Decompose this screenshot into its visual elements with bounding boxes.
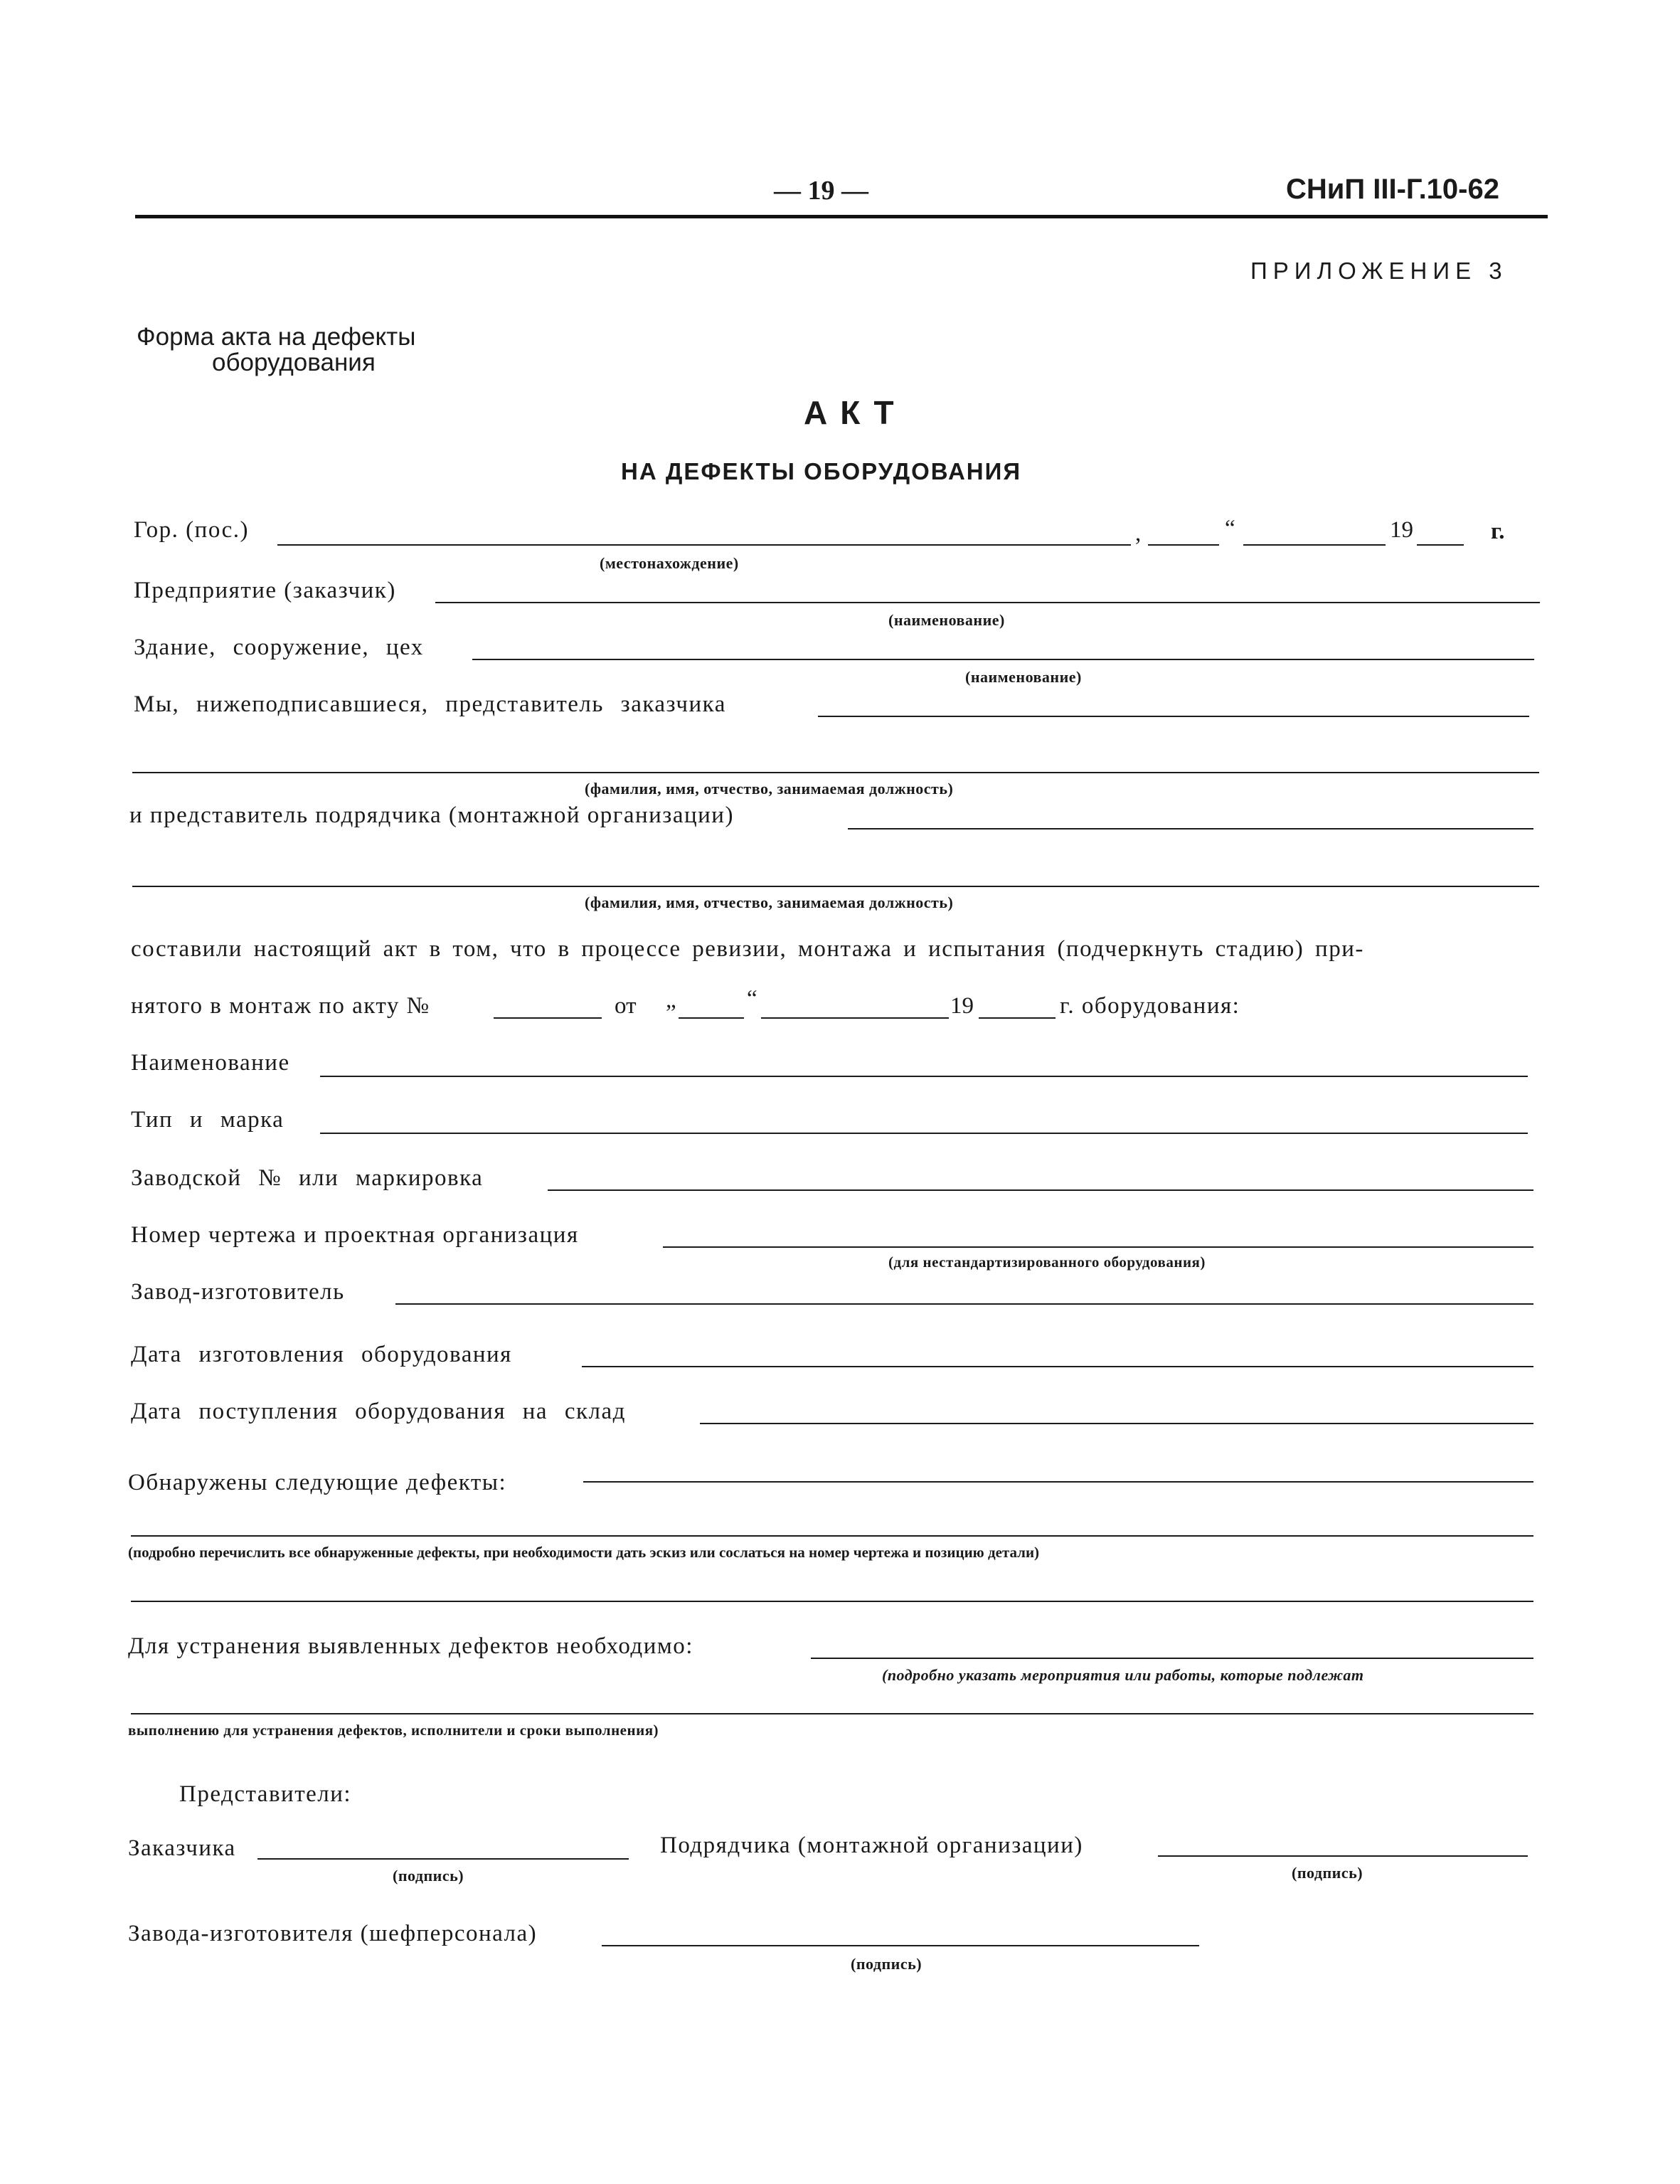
form-title-line1: Форма акта на дефекты (137, 323, 416, 351)
contractor-rep-field[interactable] (848, 828, 1533, 829)
name-field[interactable] (320, 1076, 1528, 1077)
accepted-year-field[interactable] (979, 1017, 1056, 1019)
year-suffix: г. (1491, 519, 1505, 544)
fix-hint-1: (подробно указать мероприятия или работы, которые подлежат (882, 1666, 1364, 1684)
customer-rep-field-2[interactable] (132, 772, 1539, 773)
name-label: Наименование (131, 1050, 290, 1076)
act-subtitle: НА ДЕФЕКТЫ ОБОРУДОВАНИЯ (621, 458, 1022, 484)
we-label: Мы, нижеподписавшиеся, представитель заказчика (134, 691, 726, 717)
defects-label: Обнаружены следующие дефекты: (128, 1470, 507, 1495)
person-hint-1: (фамилия, имя, отчество, занимаемая должность) (585, 780, 954, 797)
contractor-label: и представитель подрядчика (монтажной организации) (129, 802, 734, 828)
act-number-field[interactable] (494, 1017, 602, 1019)
building-field[interactable] (472, 659, 1534, 660)
building-hint: (наименование) (965, 668, 1082, 686)
enterprise-label: Предприятие (заказчик) (134, 578, 396, 603)
form-title-line2: оборудования (212, 349, 376, 376)
fix-label: Для устранения выявленных дефектов необходимо: (128, 1633, 693, 1659)
city-label: Гор. (пос.) (134, 517, 250, 543)
customer-sign-hint: (подпись) (393, 1867, 464, 1885)
quote-mark: “ (1225, 516, 1235, 541)
accepted-suffix: г. оборудования: (1060, 993, 1240, 1019)
accepted-prefix: нятого в монтаж по акту № (131, 993, 430, 1019)
defects-field-3[interactable] (131, 1601, 1533, 1602)
drawing-field[interactable] (663, 1246, 1533, 1248)
drawing-hint: (для нестандартизированного оборудования) (888, 1253, 1206, 1271)
fix-hint-2: выполнению для устранения дефектов, исполнители и сроки выполнения) (128, 1722, 659, 1739)
manufacturer-field[interactable] (395, 1303, 1533, 1305)
factory-signature-field[interactable] (602, 1945, 1199, 1946)
arrival-date-label: Дата поступления оборудования на склад (131, 1399, 626, 1424)
month-field[interactable] (1243, 544, 1386, 546)
accepted-day-field[interactable] (679, 1017, 744, 1019)
page-number: — 19 — (774, 176, 868, 206)
factory-sign-hint: (подпись) (851, 1955, 923, 1973)
contractor-sign-label: Подрядчика (монтажной организации) (660, 1833, 1083, 1858)
customer-rep-field[interactable] (818, 716, 1529, 717)
accepted-year-prefix: 19 (950, 993, 974, 1019)
document-code: СНиП III-Г.10-62 (1286, 174, 1499, 205)
city-field[interactable] (277, 544, 1131, 546)
factory-sign-label: Завода-изготовителя (шефперсонала) (128, 1921, 538, 1946)
mfg-date-field[interactable] (582, 1366, 1533, 1367)
day-field[interactable] (1148, 544, 1219, 546)
statement-text: составили настоящий акт в том, что в процессе ревизии, монтажа и испытания (подчеркнуть стадию) при- (131, 936, 1364, 962)
fix-field[interactable] (811, 1658, 1533, 1659)
accepted-from: от (615, 993, 637, 1019)
manufacturer-label: Завод-изготовитель (131, 1279, 345, 1305)
defects-field[interactable] (583, 1481, 1533, 1483)
mfg-date-label: Дата изготовления оборудования (131, 1342, 512, 1367)
enterprise-hint: (наименование) (888, 611, 1005, 629)
serial-field[interactable] (548, 1189, 1533, 1191)
appendix-label: ПРИЛОЖЕНИЕ 3 (1250, 258, 1508, 284)
customer-signature-field[interactable] (257, 1858, 629, 1860)
accepted-quote-close: “ (747, 986, 757, 1012)
comma-mark: , (1135, 521, 1142, 546)
building-label: Здание, сооружение, цех (134, 635, 424, 660)
contractor-sign-hint: (подпись) (1292, 1864, 1363, 1882)
serial-label: Заводской № или маркировка (131, 1165, 484, 1191)
year-prefix: 19 (1390, 517, 1413, 543)
fix-field-2[interactable] (131, 1713, 1533, 1714)
act-title: АКТ (804, 394, 907, 431)
accepted-quote-open: „ (666, 987, 676, 1013)
year-field[interactable] (1417, 544, 1464, 546)
accepted-month-field[interactable] (761, 1017, 949, 1019)
drawing-label: Номер чертежа и проектная организация (131, 1222, 579, 1248)
defects-field-2[interactable] (131, 1535, 1533, 1537)
contractor-signature-field[interactable] (1158, 1855, 1528, 1857)
arrival-date-field[interactable] (700, 1423, 1533, 1424)
contractor-rep-field-2[interactable] (132, 886, 1539, 887)
enterprise-field[interactable] (435, 602, 1540, 603)
person-hint-2: (фамилия, имя, отчество, занимаемая должность) (585, 894, 954, 911)
customer-sign-label: Заказчика (128, 1835, 236, 1861)
signatures-heading: Представители: (179, 1781, 352, 1807)
type-label: Тип и марка (131, 1107, 285, 1133)
header-rule (135, 215, 1548, 218)
city-hint: (местонахождение) (600, 554, 739, 572)
defects-hint: (подробно перечислить все обнаруженные дефекты, при необходимости дать эскиз или сослаться на номер чертежа и позицию детали) (128, 1544, 1040, 1561)
type-field[interactable] (320, 1133, 1528, 1134)
